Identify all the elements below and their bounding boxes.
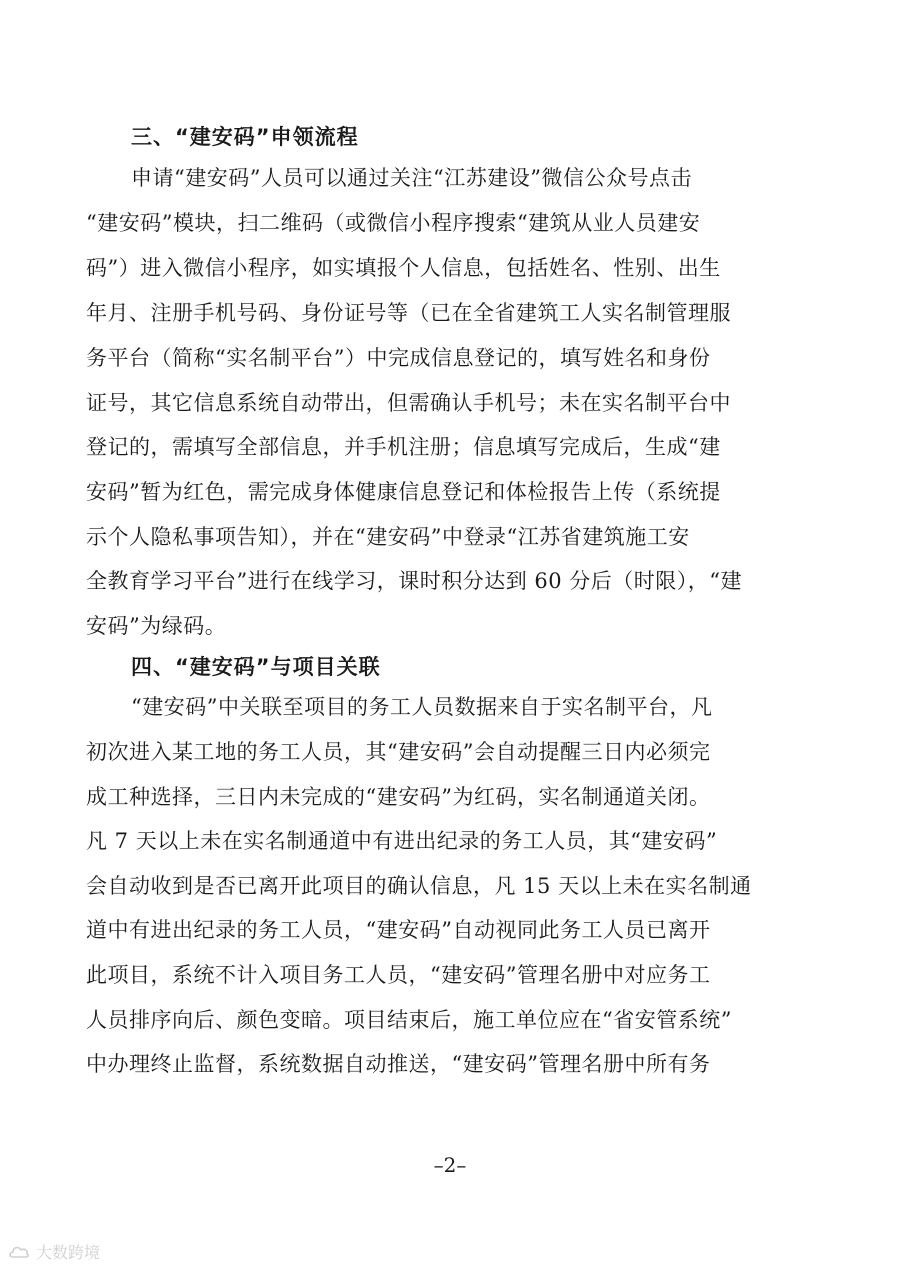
section-3-line: 登记的，需填写全部信息，并手机注册；信息填写完成后，生成“建 (86, 435, 721, 459)
section-3-line: 示个人隐私事项告知），并在“建安码”中登录“江苏省建筑施工安 (86, 525, 690, 549)
section-4-line: 成工种选择，三日内未完成的“建安码”为红码，实名制通道关闭。 (86, 785, 711, 809)
watermark-text: 大数跨境 (36, 1243, 101, 1262)
section-4-line: 初次进入某工地的务工人员，其“建安码”会自动提醒三日内必须完 (86, 740, 711, 764)
section-3-line: “建安码”模块，扫二维码（或微信小程序搜索“建筑从业人员建安 (86, 211, 701, 235)
section-4-line: 凡 7 天以上未在实名制通道中有进出纪录的务工人员，其“建安码” (86, 829, 718, 853)
section-4-line: 道中有进出纪录的务工人员，“建安码”自动视同此务工人员已离开 (86, 918, 711, 942)
section-4-heading: 四、“建安码”与项目关联 (131, 655, 381, 679)
section-3-line: 申请“建安码”人员可以通过关注“江苏建设”微信公众号点击 (131, 166, 692, 190)
page-number: –2– (433, 1153, 467, 1177)
section-4-line: 会自动收到是否已离开此项目的确认信息，凡 15 天以上未在实名制通 (86, 874, 752, 898)
section-3-heading: 三、“建安码”申领流程 (131, 125, 359, 149)
section-3-line: 安码”为绿码。 (86, 614, 227, 638)
section-3-line: 年月、注册手机号码、身份证号等（已在全省建筑工人实名制管理服 (86, 301, 731, 325)
section-4-line: 中办理终止监督，系统数据自动推送，“建安码”管理名册中所有务 (86, 1052, 711, 1076)
cloud-logo-icon (8, 1243, 30, 1261)
section-3-line: 安码”暂为红色，需完成身体健康信息登记和体检报告上传（系统提 (86, 480, 721, 504)
section-3-line: 务平台（简称“实名制平台”）中完成信息登记的，填写姓名和身份 (86, 346, 711, 370)
section-3-line: 全教育学习平台”进行在线学习，课时积分达到 60 分后（时限），“建 (86, 569, 743, 593)
section-3-line: 码”）进入微信小程序，如实填报个人信息，包括姓名、性别、出生 (86, 256, 721, 280)
watermark (8, 1240, 100, 1263)
section-3-line: 证号，其它信息系统自动带出，但需确认手机号；未在实名制平台中 (86, 391, 731, 415)
section-4-line: “建安码”中关联至项目的务工人员数据来自于实名制平台，凡 (131, 695, 713, 719)
section-4-line: 此项目，系统不计入项目务工人员，“建安码”管理名册中对应务工 (86, 963, 711, 987)
section-4-line: 人员排序向后、颜色变暗。项目结束后，施工单位应在“省安管系统” (86, 1008, 732, 1032)
